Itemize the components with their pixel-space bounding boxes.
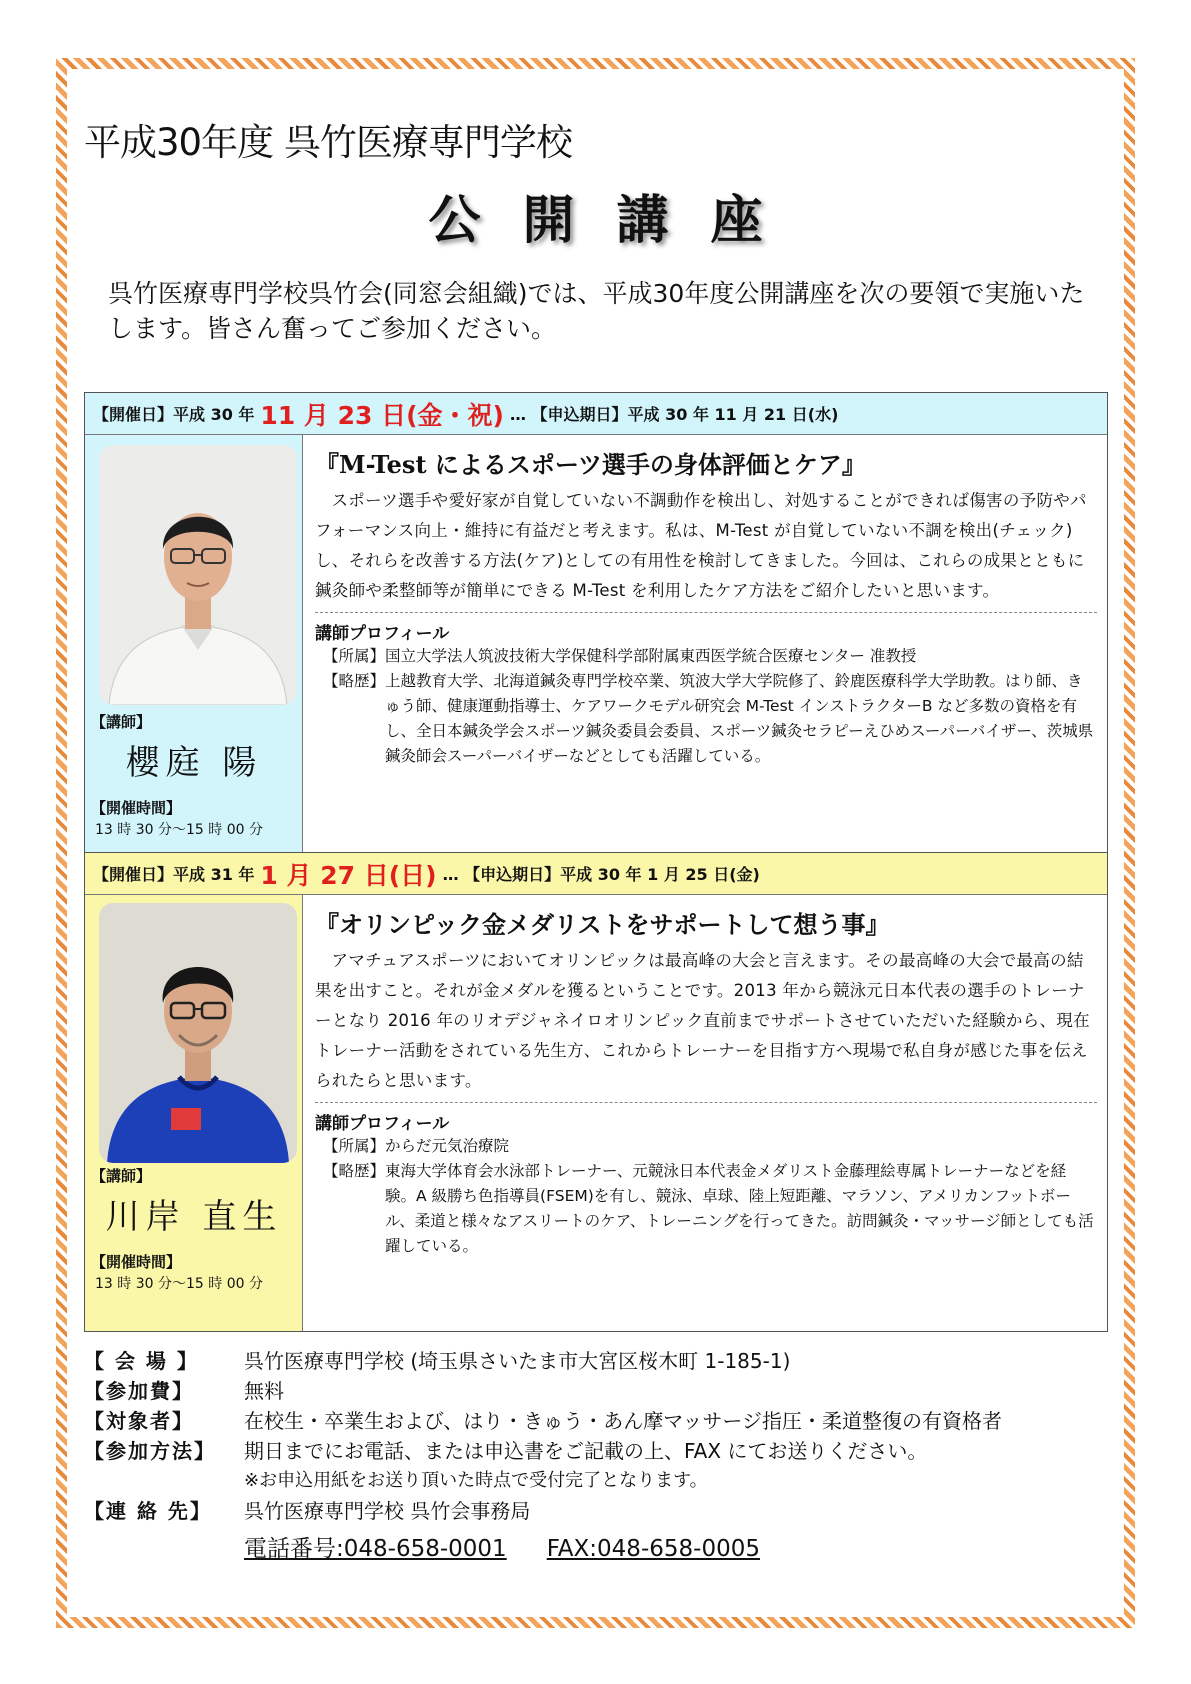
apply-deadline: … 【申込期日】平成 30 年 11 月 21 日(水)	[509, 405, 839, 424]
lecturer-photo	[99, 903, 297, 1163]
phone-number: 電話番号:048-658-0001	[244, 1536, 507, 1562]
date-band	[85, 853, 1107, 895]
venue: 呉竹医療専門学校 (埼玉県さいたま市大宮区桜木町 1-185-1)	[244, 1349, 791, 1373]
lecture-content	[303, 435, 1107, 852]
session-1	[84, 392, 1108, 853]
lecturer-panel	[85, 895, 303, 1331]
method: 期日までにお電話、または申込書をご記載の上、FAX にてお送りください。	[244, 1439, 928, 1463]
fee-label: 【参加費】	[84, 1379, 194, 1403]
fee: 無料	[244, 1379, 284, 1403]
date-band	[85, 393, 1107, 435]
event-date: 1 月 27 日(日)	[260, 860, 437, 890]
lecturer-label: 【講師】	[91, 1167, 152, 1185]
career: 東海大学体育会水泳部トレーナー、元競泳日本代表金メダリスト金藤理絵専属トレーナーなどを経験。A 級勝ち色指導員(FSEM)を有し、競泳、卓球、陸上短距離、マラソン、アメリカンフットボール、柔道と様々なアスリートのケア、トレーニングを行ってきた。訪問鍼灸・マッサージ師としても活躍している。	[385, 1162, 1094, 1255]
time-label: 【開催時間】	[91, 1253, 182, 1271]
affiliation: からだ元気治療院	[385, 1137, 510, 1155]
affiliation-label: 【所属】	[323, 1137, 386, 1155]
page-title: 公開講座	[428, 191, 805, 251]
lecturer-photo	[99, 445, 297, 705]
event-time: 13 時 30 分～15 時 00 分	[95, 1276, 263, 1292]
affiliation-label: 【所属】	[323, 647, 386, 665]
career: 上越教育大学、北海道鍼灸専門学校卒業、筑波大学大学院修了、鈴鹿医療科学大学助教。はり師、きゅう師、健康運動指導士、ケアワークモデル研究会 M-Test インストラクターB など多数の資格を有し、全日本鍼灸学会スポーツ鍼灸委員会委員、スポーツ鍼灸セラピーえひめスーパーバイザー、茨城県鍼灸師会スーパーバイザーなどとしても活躍している。	[385, 672, 1094, 765]
event-date: 11 月 23 日(金・祝)	[260, 400, 504, 430]
lecture-description: スポーツ選手や愛好家が自覚していない不調動作を検出し、対処することができれば傷害の予防やパフォーマンス向上・維持に有益だと考えます。私は、M-Test が自覚していない不調を検出(チェック)し、それらを改善する方法(ケア)としての有用性を検討してきました。今回は、これらの成果とともに鍼灸師や柔整師等が簡単にできる M-Test を利用したケア方法をご紹介したいと思います。	[315, 491, 1087, 600]
session-2	[84, 853, 1108, 1332]
page-subtitle: 平成30年度 呉竹医療専門学校	[84, 121, 572, 164]
fax-number: FAX:048-658-0005	[546, 1536, 760, 1562]
profile-heading: 講師プロフィール	[315, 1114, 450, 1134]
date-label: 【開催日】平成 31 年	[93, 865, 255, 884]
lecturer-profile	[315, 1102, 1097, 1259]
intro-text: 呉竹医療専門学校呉竹会(同窓会組織)では、平成30年度公開講座を次の要領で実施いたします。皆さん奮ってご参加ください。	[108, 279, 1085, 343]
event-info	[84, 1346, 1002, 1564]
method-note: ※お申込用紙をお送り頂いた時点で受付完了となります。	[244, 1470, 708, 1491]
lecture-description: アマチュアスポーツにおいてオリンピックは最高峰の大会と言えます。その最高峰の大会で最高の結果を出すこと。それが金メダルを獲るということです。2013 年から競泳元日本代表の選手のトレーナーとなり 2016 年のリオデジャネイロオリンピック直前までサポートさせていただいた経験から、現在トレーナー活動をされている先生方、これからトレーナーを目指す方へ現場で私自身が感じた事を伝えられたらと思います。	[315, 951, 1090, 1090]
event-time: 13 時 30 分～15 時 00 分	[95, 822, 263, 838]
lecturer-label: 【講師】	[91, 713, 152, 731]
affiliation: 国立大学法人筑波技術大学保健科学部附属東西医学統合医療センター 准教授	[385, 647, 917, 665]
career-label: 【略歴】	[323, 672, 386, 690]
apply-deadline: … 【申込期日】平成 30 年 1 月 25 日(金)	[442, 865, 760, 884]
lecturer-name: 櫻庭 陽	[125, 743, 263, 783]
profile-heading: 講師プロフィール	[315, 624, 450, 644]
lecture-title: 『M-Test によるスポーツ選手の身体評価とケア』	[315, 450, 866, 479]
time-label: 【開催時間】	[91, 799, 182, 817]
target: 在校生・卒業生および、はり・きゅう・あん摩マッサージ指圧・柔道整復の有資格者	[244, 1409, 1002, 1433]
venue-label: 【 会 場 】	[84, 1349, 199, 1373]
contact-numbers	[84, 1534, 1002, 1564]
method-label: 【参加方法】	[84, 1439, 216, 1463]
lecturer-profile	[315, 612, 1097, 769]
contact-label: 【連 絡 先】	[84, 1499, 212, 1523]
date-label: 【開催日】平成 30 年	[93, 405, 255, 424]
lecturer-panel	[85, 435, 303, 852]
career-label: 【略歴】	[323, 1162, 386, 1180]
contact: 呉竹医療専門学校 呉竹会事務局	[244, 1499, 531, 1523]
target-label: 【対象者】	[84, 1409, 194, 1433]
lecture-title: 『オリンピック金メダリストをサポートして想う事』	[315, 910, 890, 939]
lecture-content	[303, 895, 1107, 1331]
lecturer-name: 川岸 直生	[105, 1197, 283, 1237]
